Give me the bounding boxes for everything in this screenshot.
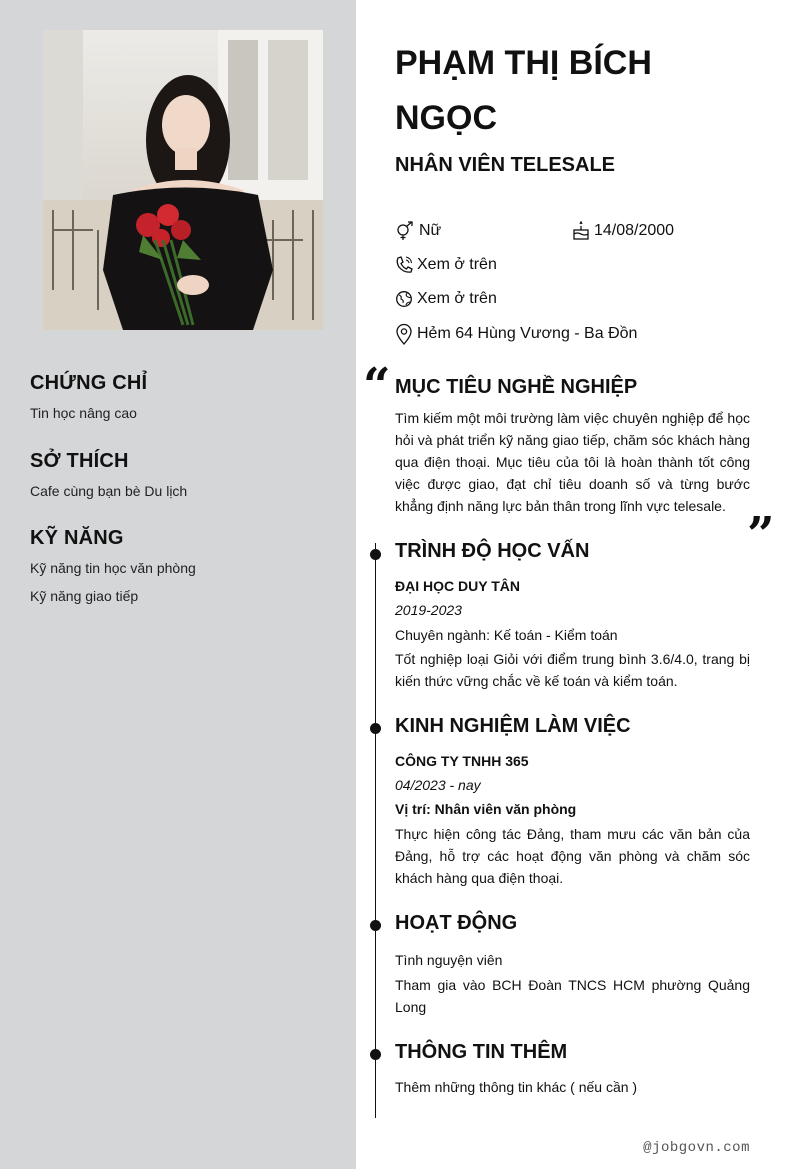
education-major: Chuyên ngành: Kế toán - Kiểm toán (395, 627, 618, 643)
skills-title: KỸ NĂNG (30, 527, 124, 549)
activity-role: Tình nguyện viên (395, 952, 503, 968)
certificates-section (30, 372, 330, 431)
profile-photo-image (43, 30, 323, 330)
phone-value: Xem ở trên (417, 256, 497, 273)
website-row (395, 289, 497, 309)
experience-role: Vị trí: Nhân viên văn phòng (395, 801, 577, 817)
gender-row (395, 221, 441, 241)
candidate-name: PHẠM THỊ BÍCH NGỌC (395, 44, 652, 137)
skills-section (30, 527, 330, 614)
cake-icon (572, 221, 590, 241)
gender-icon (395, 221, 415, 241)
quote-close-icon: ” (747, 507, 775, 563)
experience-description: Thực hiện công tác Đảng, tham mưu các văn bản của Đảng, hỗ trợ các hoạt động văn phòng và chăm sóc khách hàng qua điện thoại. (395, 826, 750, 886)
activity-description: Tham gia vào BCH Đoàn TNCS HCM phường Quảng Long (395, 977, 750, 1015)
certificates-title: CHỨNG CHỈ (30, 372, 148, 394)
experience-title: KINH NGHIỆM LÀM VIỆC (395, 715, 631, 737)
website-value: Xem ở trên (417, 290, 497, 307)
sidebar (0, 0, 356, 1169)
education-description: Tốt nghiệp loại Giỏi với điểm trung bình 3.6/4.0, trang bị kiến thức vững chắc về kế toán và kiểm toán. (395, 651, 750, 689)
company-name: CÔNG TY TNHH 365 (395, 753, 529, 769)
education-title: TRÌNH ĐỘ HỌC VẤN (395, 540, 590, 562)
birthday-value: 14/08/2000 (594, 222, 675, 239)
footer-watermark: @jobgovn.com (643, 1140, 750, 1156)
address-row (395, 323, 637, 345)
skill-item: Kỹ năng tin học văn phòng (30, 560, 196, 576)
timeline-dot (370, 723, 381, 734)
birthday-row (572, 221, 674, 241)
phone-row (395, 255, 497, 275)
quote-open-icon: “ (363, 358, 391, 414)
activities-title: HOẠT ĐỘNG (395, 912, 518, 934)
timeline-line (375, 543, 376, 1118)
hobbies-title: SỞ THÍCH (30, 450, 129, 472)
location-icon (395, 323, 413, 345)
education-period: 2019-2023 (395, 602, 462, 618)
timeline-dot (370, 1049, 381, 1060)
experience-period: 04/2023 - nay (395, 777, 481, 793)
additional-title: THÔNG TIN THÊM (395, 1041, 568, 1063)
hobby-item: Cafe cùng bạn bè Du lịch (30, 483, 188, 499)
school-name: ĐẠI HỌC DUY TÂN (395, 578, 520, 594)
additional-text: Thêm những thông tin khác ( nếu cần ) (395, 1079, 638, 1095)
objective-text: Tìm kiếm một môi trường làm việc chuyên nghiệp để học hỏi và phát triển kỹ năng giao tiếp, chăm sóc khách hàng qua điện thoại. Mục tiêu của tôi là hoàn thành tốt công việc được giao, đạt chỉ tiêu doanh số và từng bước khẳng định năng lực bản thân trong lĩnh vực telesale. (395, 410, 750, 514)
job-position: NHÂN VIÊN TELESALE (395, 154, 616, 176)
profile-photo (43, 30, 323, 330)
address-value: Hẻm 64 Hùng Vương - Ba Đồn (417, 325, 638, 342)
gender-value: Nữ (419, 222, 442, 239)
hobbies-section (30, 450, 330, 509)
timeline-dot (370, 920, 381, 931)
certificate-item: Tin học nâng cao (30, 405, 137, 421)
globe-icon (395, 289, 413, 309)
skill-item: Kỹ năng giao tiếp (30, 588, 139, 604)
timeline-dot (370, 549, 381, 560)
objective-title: MỤC TIÊU NGHỀ NGHIỆP (395, 376, 638, 398)
phone-icon (395, 255, 413, 275)
